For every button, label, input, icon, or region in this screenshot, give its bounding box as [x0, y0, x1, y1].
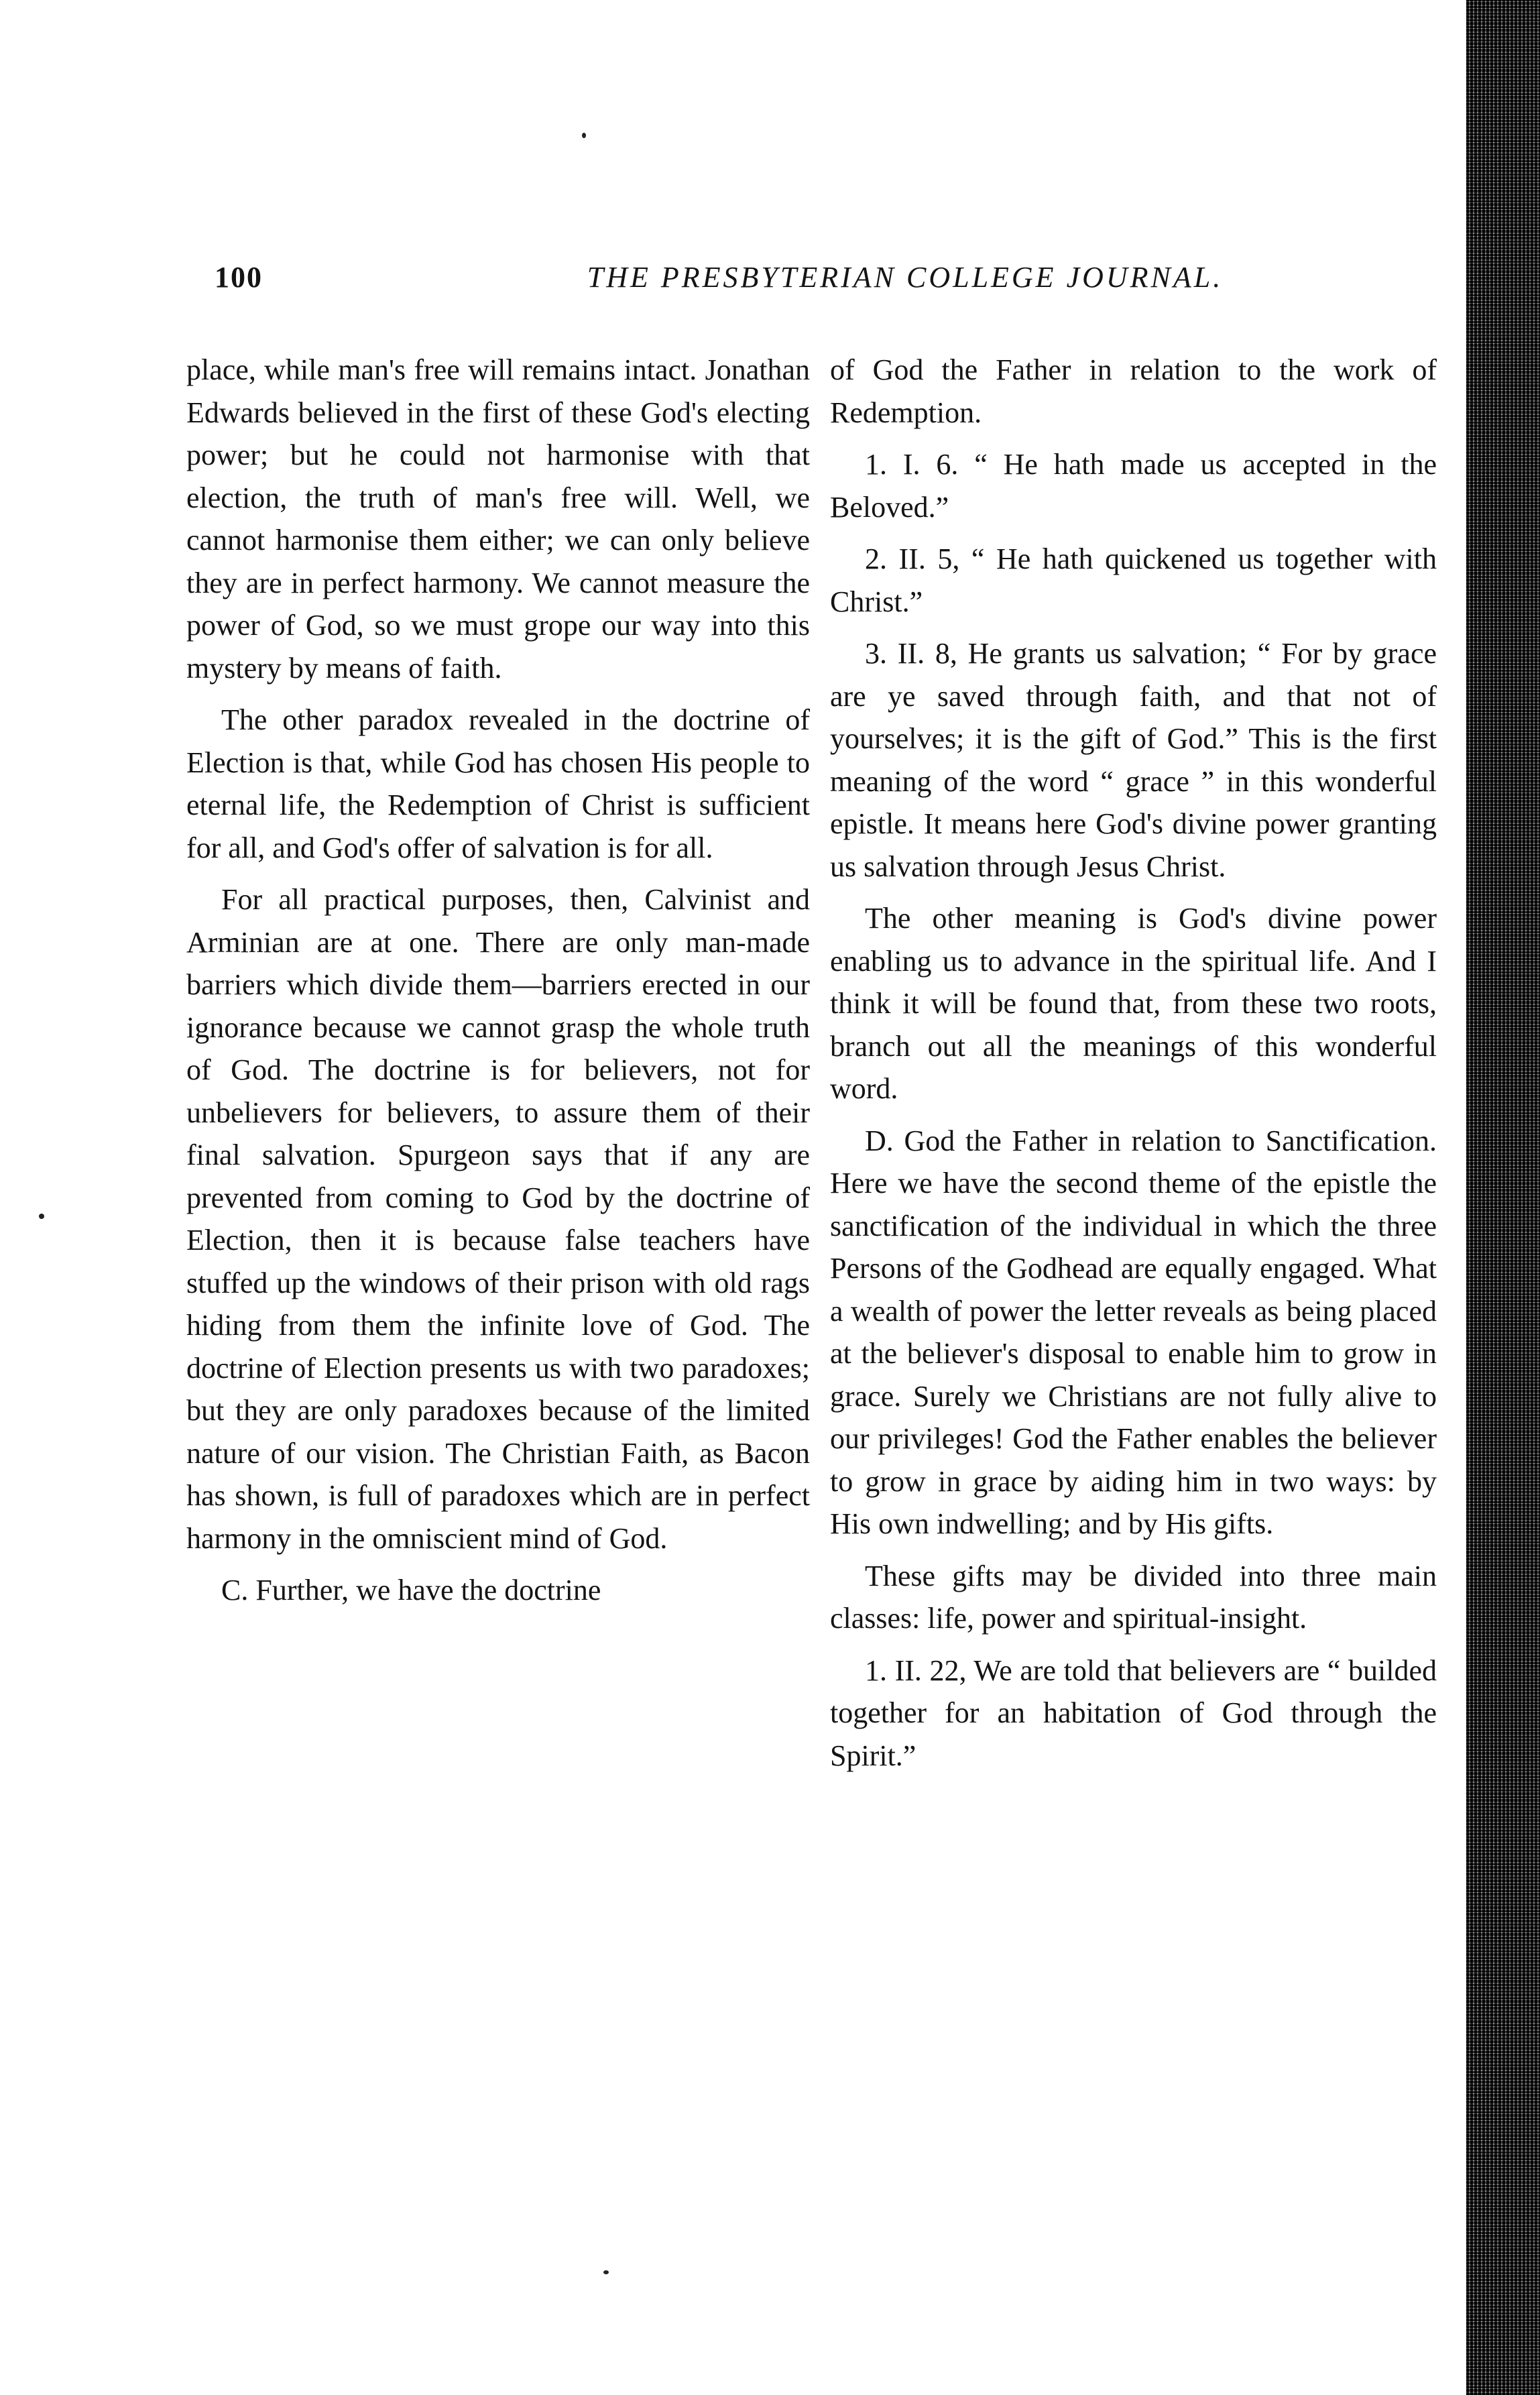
left-paragraph-3: For all practical purposes, then, Calvinist and Arminian are at one. There are only man-made barriers which divide them—barriers erected in our ignorance because we cannot grasp the whole truth of God. The doctrine is for believers, not for unbelievers for believers, to assure them of their final salvation. Spurgeon says that if any are prevented from coming to God by the doctrine of Election, then it is because false teachers have stuffed up the windows of their prison with old rags hiding from them the infinite love of God. The doctrine of Election presents us with two paradoxes; but they are only paradoxes because of the limited nature of our vision. The Christian Faith, as Bacon has shown, is full of paradoxes which are in perfect harmony in the omniscient mind of God.	[186, 883, 810, 1555]
right-paragraph-4: 3. II. 8, He grants us salvation; “ For by grace are ye saved through faith, and that not of yourselves; it is the gift of God.” This is the first meaning of the word “ grace ” in this wonderful epistle. It means here God's divine power granting us salvation through Jesus Christ.	[830, 637, 1437, 883]
scan-speck	[603, 2270, 609, 2274]
right-paragraph-8: 1. II. 22, We are told that believers are “ builded together for an habitation of God through the Spirit.”	[830, 1653, 1437, 1772]
scan-speck	[582, 133, 586, 138]
left-paragraph-1: place, while man's free will remains intact. Jonathan Edwards believed in the first of these God's electing power; but he could not harmonise with that election, the truth of man's free will. Well, we cannot harmonise them either; we can only believe they are in perfect harmony. We cannot measure the power of God, so we must grope our way into this mystery by means of faith.	[186, 353, 810, 685]
page-header	[215, 260, 1455, 300]
scanned-page-edge	[1466, 0, 1540, 2395]
right-paragraph-1: of God the Father in relation to the work of Redemption.	[830, 353, 1437, 429]
right-column	[830, 349, 1437, 1777]
left-column	[186, 349, 810, 1612]
right-paragraph-7: These gifts may be divided into three main classes: life, power and spiritual-insight.	[830, 1559, 1437, 1635]
scan-speck	[39, 1214, 44, 1219]
right-paragraph-6: D. God the Father in relation to Sanctification. Here we have the second theme of the epistle the sanctification of the individual in which the three Persons of the Godhead are equally engaged. What a wealth of power the letter reveals as being placed at the believer's disposal to enable him to grow in grace. Surely we Christians are not fully alive to our privileges! God the Father enables the believer to grow in grace by aiding him in two ways: by His own indwelling; and by His gifts.	[830, 1124, 1437, 1540]
running-title: THE PRESBYTERIAN COLLEGE JOURNAL.	[587, 261, 1224, 294]
left-paragraph-4: C. Further, we have the doctrine	[221, 1574, 601, 1607]
left-paragraph-2: The other paradox revealed in the doctrine of Election is that, while God has chosen His people to eternal life, the Redemption of Christ is sufficient for all, and God's offer of salvation is for all.	[186, 703, 810, 864]
page-number: 100	[215, 261, 263, 294]
right-paragraph-2: 1. I. 6. “ He hath made us accepted in the Beloved.”	[830, 448, 1437, 524]
right-paragraph-5: The other meaning is God's divine power enabling us to advance in the spiritual life. And I think it will be found that, from these two roots, branch out all the meanings of this wonderful word.	[830, 902, 1437, 1105]
right-paragraph-3: 2. II. 5, “ He hath quickened us together with Christ.”	[830, 542, 1437, 618]
